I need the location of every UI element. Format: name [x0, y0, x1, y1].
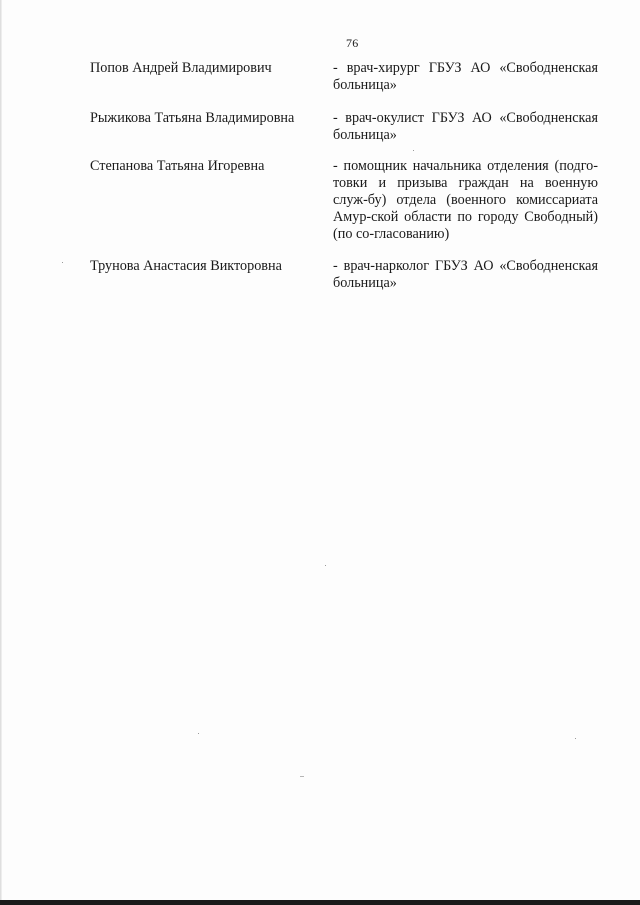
- scan-bottom-edge: [0, 900, 640, 905]
- person-name: Попов Андрей Владимирович: [90, 60, 272, 76]
- person-role: - врач-хирург ГБУЗ АО «Свободненская больница»: [333, 60, 598, 93]
- scan-artifact: [325, 565, 326, 566]
- scan-artifact: [198, 733, 199, 734]
- person-role: - помощник начальника отделения (подго-товки и призыва граждан на военную служ-бу) отдела (военного комиссариата Амур-ской области по городу Свободный) (по со-гласованию): [333, 158, 598, 242]
- person-role: - врач-нарколог ГБУЗ АО «Свободненская больница»: [333, 258, 598, 291]
- person-name: Трунова Анастасия Викторовна: [90, 258, 282, 274]
- person-name: Рыжикова Татьяна Владимировна: [90, 110, 295, 126]
- page-number: 76: [346, 36, 359, 50]
- scan-artifact: [413, 150, 414, 151]
- scan-artifact: [62, 262, 63, 263]
- scan-artifact: [300, 776, 304, 777]
- person-role: - врач-окулист ГБУЗ АО «Свободненская больница»: [333, 110, 598, 143]
- person-name: Степанова Татьяна Игоревна: [90, 158, 265, 174]
- scan-left-edge: [0, 0, 2, 905]
- scan-artifact: [575, 738, 576, 739]
